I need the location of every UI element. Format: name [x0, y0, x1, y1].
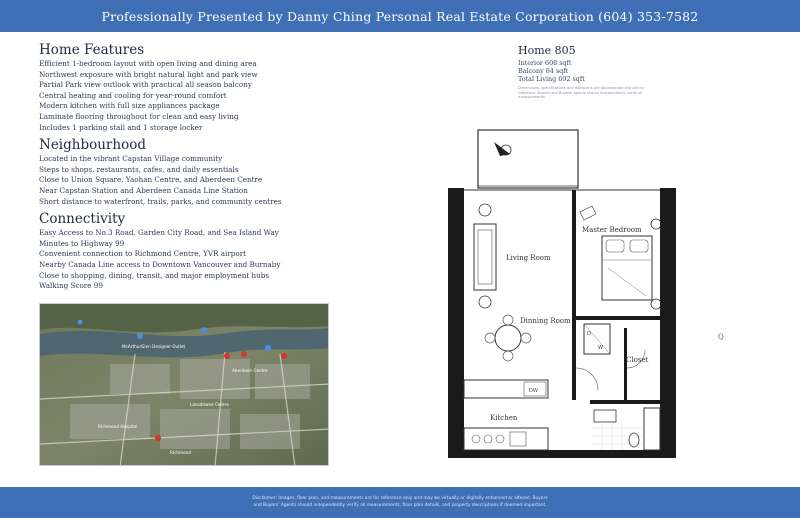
section-title-neighbourhood: Neighbourhood: [39, 137, 146, 154]
list-item: Close to shopping, dining, transit, and major employment hubs: [39, 270, 270, 280]
section-title-home-features: Home Features: [39, 42, 145, 58]
dishwasher-label: DW: [529, 388, 538, 394]
vanity: [594, 410, 616, 422]
list-item: Steps to shops, restaurants, cafes, and daily essentials: [39, 164, 239, 174]
unit-summary: [518, 44, 658, 100]
unit-note: Dimensions, specifications and floorplans are approximate and are for reference. Buyers and Buyers' agents should independently verify all measurements.: [518, 86, 645, 100]
balcony-icon: [494, 142, 510, 156]
interior-area: Interior 608 sqft: [518, 59, 572, 67]
list-item: Easy Access to No.3 Road, Garden City Road, and Sea Island Way: [39, 228, 279, 238]
room-label-closet: Closet: [626, 356, 649, 364]
total-area: Total Living 692 sqft: [518, 75, 585, 83]
list-item: Northwest exposure with bright natural light and park view: [39, 69, 258, 79]
list-item: Laminate flooring throughout for clean and easy living: [39, 111, 239, 121]
dining-table: [495, 325, 521, 351]
list-item: Minutes to Highway 99: [39, 238, 125, 248]
list-item: Close to Union Square, Yaohan Centre, and Aberdeen Centre: [39, 175, 263, 185]
list-item: Located in the vibrant Capstan Village community: [39, 154, 223, 164]
room-label-kitchen: Kitchen: [490, 414, 518, 422]
bathtub: [644, 408, 660, 450]
list-item: Efficient 1-bedroom layout with open living and dining area: [39, 59, 257, 68]
neighbourhood-list: [39, 154, 339, 207]
sofa: [474, 224, 496, 290]
disclaimer-line-1: Disclaimer: Images, floor plan, and measurements are for reference only and may be virtually or digitally enhanced or altered. Buyers: [252, 496, 548, 502]
list-item: Walking Score 99: [39, 281, 103, 291]
unit-title: Home 805: [518, 44, 576, 57]
features-panel: [39, 42, 339, 292]
wall-partition: [572, 190, 576, 320]
toilet: [629, 433, 639, 447]
footer-bar: [0, 487, 800, 518]
map-label: Richmond Hospital: [98, 424, 138, 429]
wall-bottom: [448, 450, 676, 458]
desk-chair-icon: [580, 206, 596, 220]
bed: [602, 236, 652, 300]
wall-right: [660, 188, 676, 458]
map-graphic: [40, 304, 329, 466]
connectivity-list: [39, 228, 339, 292]
area-map[interactable]: [39, 303, 329, 466]
balcony-outline: [478, 130, 578, 188]
list-item: Short distance to waterfront, trails, parks, and community centres: [39, 196, 282, 206]
list-item: Central heating and cooling for year-round comfort: [39, 90, 227, 100]
list-item: Modern kitchen with full size appliances package: [39, 101, 220, 111]
compass-mark: Q: [718, 333, 724, 341]
room-label-dining: Dinning Room: [520, 317, 571, 325]
list-item: Includes 1 parking stall and 1 storage locker: [39, 122, 203, 132]
room-label-bedroom: Master Bedroom: [582, 226, 642, 234]
balcony-area: Balcony 84 sqft: [518, 67, 569, 75]
list-item: Partial Park view outlook with practical all season balcony: [39, 80, 252, 90]
map-label: Lansdowne Centre: [190, 402, 229, 407]
section-title-connectivity: Connectivity: [39, 211, 126, 228]
home-features-list: [39, 59, 339, 133]
list-item: Near Capstan Station and Aberdeen Canada Line Station: [39, 185, 248, 195]
floor-plan: [448, 128, 678, 460]
header-bar: [0, 0, 800, 32]
disclaimer-line-2: and Buyers' Agents should independently verify all measurements, floor plan details, and property descriptions if deemed important.: [253, 502, 547, 508]
map-label: Aberdeen Centre: [232, 368, 268, 373]
list-item: Nearby Canada Line access to Downtown Vancouver and Burnaby: [39, 259, 281, 269]
dryer-label: D: [587, 331, 591, 337]
header-text: Professionally Presented by Danny Ching Personal Real Estate Corporation (604) 353-7582: [101, 8, 699, 24]
room-label-living: Living Room: [506, 254, 551, 262]
wall-left: [448, 188, 464, 458]
washer-label: W: [598, 345, 603, 351]
map-label: Richmond: [170, 450, 191, 455]
list-item: Convenient connection to Richmond Centre, YVR airport: [39, 249, 247, 259]
floor-plan-drawing: [448, 128, 678, 460]
map-label: McArthurGlen Designer Outlet: [122, 344, 186, 349]
